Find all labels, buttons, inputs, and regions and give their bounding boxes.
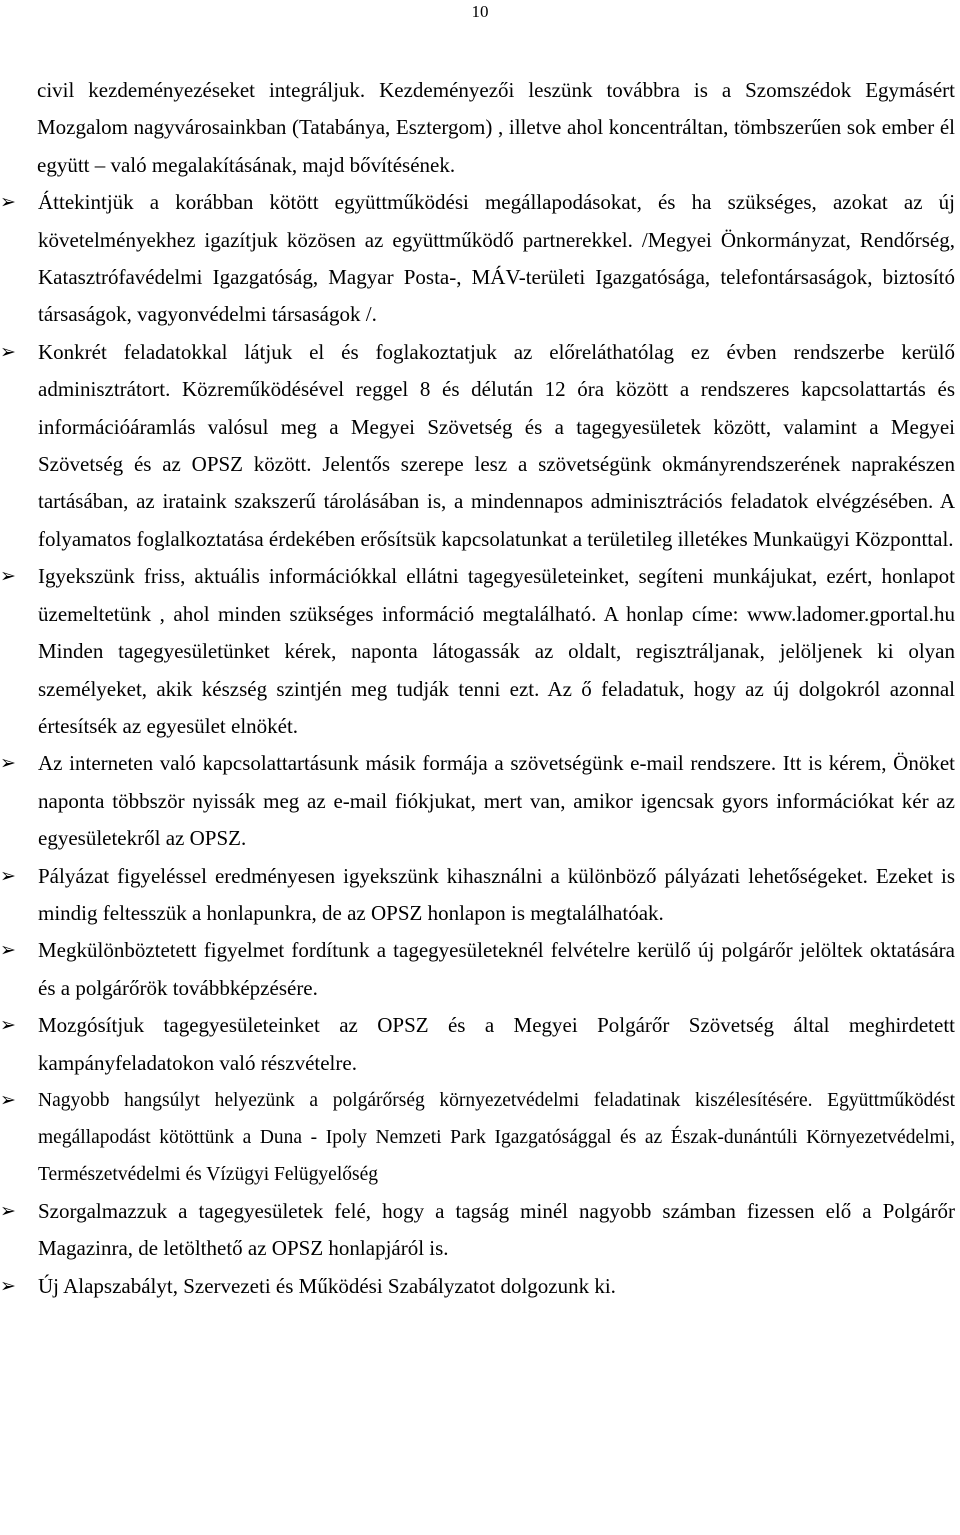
arrow-bullet-icon: ➢ [0,565,16,588]
arrow-bullet-icon: ➢ [0,340,16,363]
arrow-bullet-icon: ➢ [0,939,16,962]
list-item-text: Áttekintjük a korábban kötött együttműködési megállapodásokat, és ha szükséges, azokat az új követelményekhez igazítjuk közösen az együttműködő partnerekkel. /Megyei Önkormányzat, Rendőrség, Katasztrófavédelmi Igazgatóság, Magyar Posta-, MÁV-területi Igazgatósága, telefontársaságok, biztosító társaságok, vagyonvédelmi társaságok /. [38,190,955,327]
arrow-bullet-icon: ➢ [0,864,16,887]
list-item [0,932,955,1007]
list-item-text: Szorgalmazzuk a tagegyesületek felé, hogy a tagság minél nagyobb számban fizessen elő a Polgárőr Magazinra, de letölthető az OPSZ honlapjáról is. [38,1198,955,1261]
list-item-text: Pályázat figyeléssel eredményesen igyekszünk kihasználni a különböző pályázati lehetőségeket. Ezeket is mindig feltesszük a honlapunkra, de az OPSZ honlapon is megtalálhatóak. [38,863,955,925]
arrow-bullet-icon: ➢ [0,1088,16,1111]
list-item [0,1268,955,1305]
list-item-text: Nagyobb hangsúlyt helyezünk a polgárőrség környezetvédelmi feladatinak kiszélesítésére. Együttműködést megállapodást kötöttünk a Duna - Ipoly Nemzeti Park Igazgatósággal és az Észak-dunántúli Környezetvédelmi, Természetvédelmi és Vízügyi Felügyelőség [38,1089,955,1185]
document-body [0,72,955,1305]
arrow-bullet-icon: ➢ [0,752,16,775]
list-item-text: Megkülönböztetett figyelmet fordítunk a tagegyesületeknél felvételre kerülő új polgárőr jelöltek oktatására és a polgárőrök továbbképzésére. [38,938,955,1000]
list-item-text: Új Alapszabályt, Szervezeti és Működési Szabályzatot dolgozunk ki. [38,1273,616,1298]
arrow-bullet-icon: ➢ [0,1014,16,1037]
list-item-text: Az interneten való kapcsolattartásunk másik formája a szövetségünk e-mail rendszere. Itt is kérem, Önöket naponta többször nyissák meg az e-mail fiókjukat, mert van, amikor igencsak gyors információkat kér az egyesületekről az OPSZ. [38,751,955,851]
list-item [0,334,955,558]
list-item-text: Konkrét feladatokkal látjuk el és foglakoztatjuk az előreláthatólag ez évben rendszerbe kerülő adminisztrátort. Közreműködésével reggel 8 és délután 12 óra között a rendszeres kapcsolattartás és információáramlás valósul meg a Megyei Szövetség és a tagegyesületek között, valamint a Megyei Szövetség és az OPSZ között. Jelentős szerepe lesz a szövetségünk okmányrendszerének naprakészen tartásában, az irataink szakszerű tárolásában is, a mindennapos adminisztrációs feladatok elvégzésében. A folyamatos foglalkoztatása érdekében erősítsük kapcsolatunkat a területileg illetékes Munkaügyi Központtal. [38,339,955,551]
list-item [0,745,955,857]
arrow-bullet-icon: ➢ [0,1199,16,1222]
list-item-text: Mozgósítjuk tagegyesületeinket az OPSZ és a Megyei Polgárőr Szövetség által meghirdetett kampányfeladatokon való részvételre. [38,1013,955,1075]
intro-paragraph: civil kezdeményezéseket integráljuk. Kezdeményezői leszünk továbbra is a Szomszédok Egymásért Mozgalom nagyvárosainkban (Tatabánya, Esztergom) , illetve ahol koncentráltan, tömbszerűen sok ember él együtt – való megalakításának, majd bővítésének. [37,78,955,177]
list-item [0,558,955,745]
list-item-text: Igyekszünk friss, aktuális információkkal ellátni tagegyesületeinket, segíteni munkájukat, ezért, honlapot üzemeltetünk , ahol minden szükséges információ megtalálható. A honlap címe: www.ladomer.gportal.hu Minden tagegyesületünket kérek, naponta látogassák az oldalt, regisztráljanak, jelöljenek ki olyan személyeket, akik készség szintjén meg tudják tenni ezt. Az ő feladatuk, hogy az új dolgokról azonnal értesítsék az egyesület elnökét. [38,564,955,738]
list-item [0,184,955,334]
list-item [0,1193,955,1268]
arrow-bullet-icon: ➢ [0,191,16,214]
list-item [0,1082,955,1193]
page-number: 10 [471,2,489,21]
list-item [0,858,955,933]
arrow-bullet-icon: ➢ [0,1274,16,1297]
list-item [0,1007,955,1082]
